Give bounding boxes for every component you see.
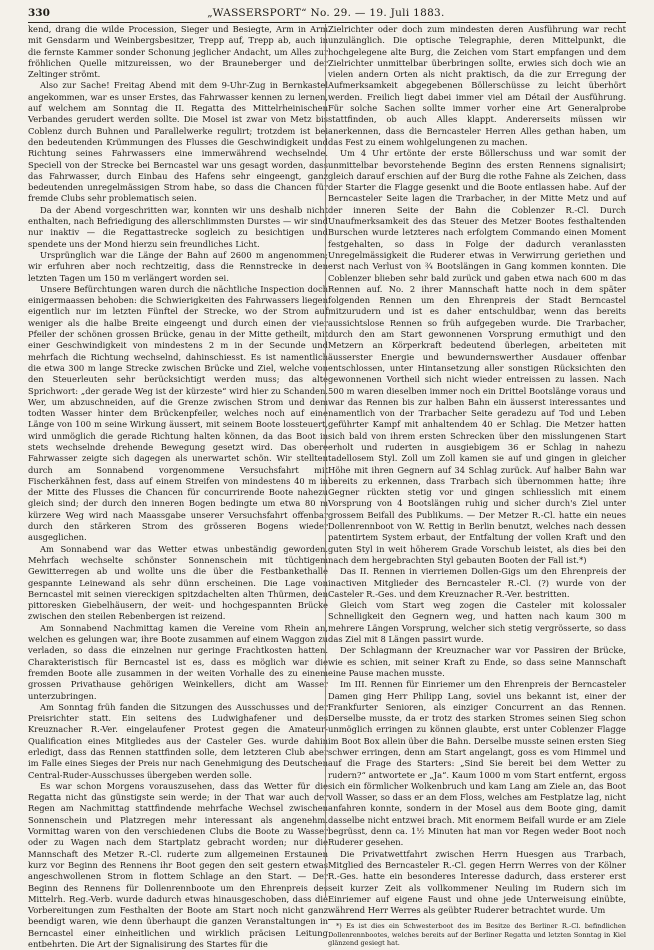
paragraph: Da der Abend vorgeschritten war, konnten wir uns deshalb nicht enthalten, nach Befriedigung des allerschlimmsten Durstes — wir sind nur inaktiv — die Regattastrecke sogleich zu besichtigen und spendete uns der Mond hierzu sein freundliches Licht. [28, 204, 328, 249]
paragraph: Am Sonntag früh fanden die Sitzungen des Ausschusses und der Preisrichter statt. Ein seitens des Ludwighafener und des Kreuznacher R.-Ver. eingelaufener Protest gegen die Amateur-Qualification eines Mitgliedes aus der Casteler Ges. wurde dahin erledigt, dass das Rennen stattfinden solle, dem letzteren Club aber im Falle eines Sieges der Preis nur nach Genehmigung des Deutschen Central-Ruder-Ausschusses übergeben werden solle. [28, 701, 328, 780]
paragraph: Zielrichter oder doch zum mindesten deren Ausführung war recht unzulänglich. Die optische Telegraphie, deren Mittelpunkt, die hochgelegene alte Burg, die Zeichen vom Start empfangen und dem Zielrichter unmittelbar überbringen sollte, erwies sich doch wie an vielen andern Orten als nicht praktisch, da die zur Erregung der Aufmerksamkeit abgegebenen Böllerschüsse zu leicht überhört werden. Freilich liegt dabei immer viel am Détail der Ausführung. Für solche Sachen sollte immer vorher eine Art Generalprobe stattfinden, ob auch Alles klappt. Andererseits müssen wir anerkennen, dass die Berncasteler Herren Alles gethan haben, um das Fest zu einem wohlgelungenen zu machen. [328, 24, 626, 147]
paragraph: Unsere Befürchtungen waren durch die nächtliche Inspection doch einigermaassen behoben: die Schwierigkeiten des Fahrwassers liegen eigentlich nur im letzten Fünftel der Strecke, wo der Strom auf weniger als die halbe Breite eingeengt und durch einen der vier Pfeiler der schönen grossen Brücke, genau in der Mitte getheilt, mit einer Geschwindigkeit von mindestens 2 m in der Secunde und mehrfach die Richtung wechselnd, dahinschiesst. Es ist namentlich die etwa 300 m lange Strecke zwischen Brücke und Ziel, welche von den Steuerleuten sehr berücksichtigt werden muss; das alte Sprichwort: „der gerade Weg ist der kürzeste“ wird hier zu Schanden. Wer, um abzuschneiden, auf die Grenze zwischen Strom und dem todten Wasser hinter dem Brückenpfeiler, welches noch auf eine Länge von 100 m seine Wirkung äussert, mit seinem Boote lossteuert, wird unmöglich die gerade Richtung halten können, da das Boot in stets wechselnde drehende Bewegung gesetzt wird. Das obere Fahrwasser zeigte sich dagegen als unerwartet schön. Wir stellten durch am Sonnabend vorgenommene Versuchsfahrt mit Fischerkähnen fest, dass auf einem Streifen von mindestens 40 m in der Mitte des Flusses die Chancen für concurrirende Boote nahezu gleich sind; der durch den inneren Bogen bedingte um etwa 80 m kürzere Weg wird nach Maassgabe unserer Versuchsfahrt offenbar durch den stärkeren Strom des grösseren Bogens wieder ausgeglichen. [28, 283, 328, 543]
paragraph: Am Sonnabend war das Wetter etwas unbeständig geworden. Mehrfach wechselte schönster Sonnenschein mit tüchtigem Gewitterregen ab und wollte uns die über die Festbankethalle gespannte Leinewand als sehr dünn erscheinen. Die Lage von Berncastel mit seinen viereckigen spitzdachelten alten Thürmen, den pittoresken Giebelhäusern, der weit- und hochgespannten Brücke zwischen den steilen Rebenbergen ist reizend. [28, 543, 328, 622]
paragraph: Ursprünglich war die Länge der Bahn auf 2600 m angenommen; wir erfuhren aber noch rechtzeitig, dass die Rennstrecke in den letzten Tagen um 150 m verlängert worden sei. [28, 249, 328, 283]
paragraph: Im III. Rennen für Einriemer um den Ehrenpreis der Berncasteler Damen ging Herr Philipp Lang, soviel uns bekannt ist, einer der Frankfurter Senioren, als einziger Concurrent an das Rennen. Derselbe musste, da er trotz des starken Stromes seinen Sieg schon unmöglich erringen zu können glaubte, erst unter Coblenzer Flagge im Boot Box allein über die Bahn. Derselbe musste seinen ersten Sieg schwer erringen, denn am Start angelangt, goss es vom Himmel und auf die Frage des Starters: „Sind Sie bereit bei dem Wetter zu rudern?“ antwortete er „Ja“. Kaum 1000 m vom Start entfernt, ergoss sich ein förmlicher Wolkenbruch und kam Lang am Ziele an, das Boot voll Wasser, so dass er an dem Floss, welches am Festplatze lag, nicht anfahren konnte, sondern in der Mosel aus dem Boote ging, damit dasselbe nicht entzwei brach. Mit enormem Beifall wurde er am Ziele begrüsst, denn ca. 1½ Minuten hat man vor Regen weder Boot noch Ruderer gesehen. [328, 679, 626, 848]
paragraph: Die Privatwettfahrt zwischen Herrn Huesgen aus Trarbach, Mitglied des Berncasteler R.-Cl. gegen Herrn Werres von der Kölner R.-Ges. hatte ein besonderes Interesse dadurch, dass ersterer erst seit kurzer Zeit als vollkommener Neuling im Rudern sich im Einriemer auf eigene Faust und ohne jede Unterweisung einübte, während Herr Werres als geübter Ruderer betrachtet wurde. Um [328, 848, 626, 916]
paragraph: kend, drang die wilde Procession, Sieger und Besiegte, Arm in Arm mit Gensdarm und Weinbergsbesitzer, Trepp auf, Trepp ab, auch in die fernste Kammer sonder Schonung jeglicher Andacht, um Alles zur fröhlichen Quelle mitzureissen, wo der Brauneberger und der Zeltinger strömt. [28, 24, 328, 80]
paragraph: Um 4 Uhr ertönte der erste Böllerschuss und war somit der unmittelbar bevorstehende Beginn des ersten Rennens signalisirt; gleich darauf erschien auf der Burg die rothe Fahne als Zeichen, dass der Starter die Flagge gesenkt und die Boote entlassen habe. Auf der Berncasteler Seite lagen die Trarbacher, in der Mitte Metz und auf der inneren Seite der Bahn die Coblenzer R.-Cl. Durch Unaufmerksamkeit des das Steuer des Metzer Bootes festhaltenden Burschen wurde letzteres nach erfolgtem Commando einen Moment festgehalten, so dass in Folge der dadurch veranlassten Unregelmässigkeit die Ruderer etwas in Verwirrung geriethen und erst nach Verlust von ¾ Bootslängen in Gang kommen konnten. Die Coblenzer blieben sehr bald zurück und gaben etwa nach 600 m das Rennen auf. No. 2 ihrer Mannschaft hatte noch in dem später folgenden Rennen um den Ehrenpreis der Stadt Berncastel mitzurudern und ist es daher entschuldbar, wenn das bereits aussichtslose Rennen so früh aufgegeben wurde. Die Trarbacher, durch den am Start gewonnenen Vorsprung ermuthigt und den Metzern an Körperkraft bedeutend überlegen, arbeiteten mit äusserster Energie und bewundernswerther Ausdauer offenbar entschlossen, unter Hintansetzung aller sonstigen Rücksichten den gewonnenen Vortheil sich nicht wieder entreissen zu lassen. Nach 500 m waren dieselben immer noch ein Drittel Bootslänge voraus und war das Rennen bis zur halben Bahn ein äusserst interessantes und namentlich von der Trarbacher Seite geradezu auf Tod und Leben geführter Kampf mit anhaltendem 40 er Schlag. Die Metzer hatten sich bald von ihrem ersten Schrecken über den misslungenen Start erholt und ruderten in ausgiebigem 36 er Schlag in nahezu tadellosem Styl. Zoll um Zoll kamen sie auf und gingen in gleicher Höhe mit ihren Gegnern auf 34 Schlag zurück. Auf halber Bahn war bereits zu erkennen, dass Trarbach sich übernommen hatte; ihre Gegner rückten stetig vor und gingen schliesslich mit einem Vorsprung von 4 Bootslängen ruhig und sicher durch's Ziel unter grossem Beifall des Publikums. — Der Metzer R.-Cl. hatte ein neues Dollenrennboot von W. Rettig in Berlin benutzt, welches nach dessen patentirtem System erbaut, der Entfaltung der vollen Kraft und den guten Styl in weit höherem Grade Vorschub leistet, als dies bei den nach dem hergebrachten Styl gebauten Booten der Fall ist.*) [328, 148, 626, 565]
header-rule [28, 22, 626, 23]
page-header [28, 6, 624, 20]
paragraph: Also zur Sache! Freitag Abend mit dem 9-Uhr-Zug in Bernkastel angekommen, war es unser Erstes, das Fahrwasser kennen zu lernen, auf welchem am Sonntag die II. Regatta des Mittelrheinischen Verbandes gerudert werden sollte. Die Mosel ist zwar von Metz bis Coblenz durch Buhnen und Parallelwerke regulirt; trotzdem ist bei den bedeutenden Krümmungen des Flusses die Geschwindigkeit und Richtung seines Fahrwassers eine immerwährend wechselnde. Speciell von der Strecke bei Berncastel war uns gesagt worden, dass das Fahrwasser, durch Einbau des Hafens sehr eingeengt, ganz bedeutenden unregelmässigen Strom habe, so dass die Chancen für fremde Clubs sehr problematisch seien. [28, 80, 328, 204]
paragraph: Gleich vom Start weg zogen die Casteler mit kolossaler Schnelligkeit den Gegnern weg, und hatten nach kaum 300 m mehrere Längen Vorsprung, welcher sich stetig vergrösserte, so dass das Ziel mit 8 Längen passirt wurde. [328, 600, 626, 645]
paragraph: Am Sonnabend Nachmittag kamen die Vereine vom Rhein an, welchen es gelungen war, ihre Boote zusammen auf einem Waggon zu verladen, so dass die einzelnen nur geringe Frachtkosten hatten. Charakteristisch für Berncastel ist es, dass es möglich war die fremden Boote alle zusammen in der weiten Vorhalle des zu einem grossen Privathause gehörigen Weinkellers, dicht am Wasser unterzubringen. [28, 622, 328, 701]
paragraph: Es war schon Morgens vorauszusehen, dass das Wetter für die Regatta nicht das günstigste sein werde; in der That war auch der Regen am Nachmittag stattfindende mehrfache Wechsel zwischen Sonnenschein und Platzregen mehr interessant als angenehm. Vormittag waren von den verschiedenen Clubs die Boote zu Wasser oder zu Wagen nach dem Startplatz gebracht worden; nur die Mannschaft des Metzer R.-Cl. ruderte zum allgemeinen Erstaunen kurz vor Beginn des Rennens ihr Boot gegen den seit gestern etwas angeschwollenen Strom in flottem Schlage an den Start. — Der Beginn des Rennens für Dollenrennboote um den Ehrenpreis des Mittelrh. Reg.-Verb. wurde dadurch etwas hinausgeschoben, dass die Vorbereitungen zum Festhalten der Boote am Start noch nicht ganz beendigt waren, wie denn überhaupt die ganzen Veranstaltungen in Berncastel einer einheitlichen und wirklich präcisen Leitung entbehrten. Die Art der Signalisirung des Startes für die [28, 780, 328, 950]
running-title: „WASSERSPORT“ No. 29. — 19. Juli 1883. [207, 7, 445, 19]
right-column [328, 24, 626, 948]
page-number: 330 [28, 7, 50, 19]
column-separator [325, 24, 326, 898]
paragraph: Das II. Rennen in vierriemen Dollen-Gigs um den Ehrenpreis der inactiven Mitglieder des Berncasteler R.-Cl. (?) wurde von der Casteler R.-Ges. und dem Kreuznacher R.-Ver. bestritten. [328, 566, 626, 599]
paragraph: Der Schlagmann der Kreuznacher war vor Passiren der Brücke, wie es schien, mit seiner Kraft zu Ende, so dass seine Mannschaft eine Pause machen musste. [328, 645, 626, 678]
footnote: *) Es ist dies ein Schwesterboot des im Besitze des Berliner R.-Cl. befindlichen Dollenrennbootes, welches bereits auf der Berliner Regatta und letzten Sonntag in Kiel glänzend gesiegt hat. [328, 922, 626, 948]
left-column [28, 24, 328, 950]
footnote-rule [328, 919, 418, 920]
